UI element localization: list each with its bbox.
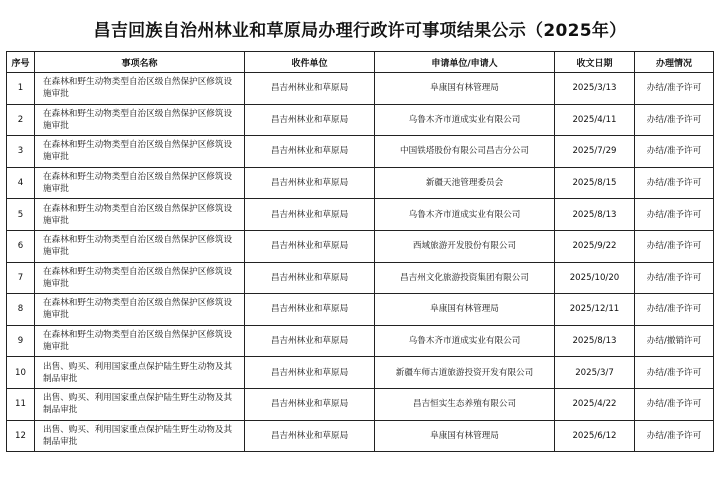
item-name: 在森林和野生动物类型自治区级自然保护区修筑设施审批 (35, 136, 245, 168)
results-table (6, 51, 714, 452)
receiver-unit: 昌吉州林业和草原局 (245, 262, 375, 294)
col-header-item: 事项名称 (35, 52, 245, 73)
item-name: 在森林和野生动物类型自治区级自然保护区修筑设施审批 (35, 294, 245, 326)
handling-status: 办结/准予许可 (635, 230, 714, 262)
receiver-unit: 昌吉州林业和草原局 (245, 357, 375, 389)
col-header-date: 收文日期 (555, 52, 635, 73)
table-row (7, 167, 714, 199)
table-row (7, 104, 714, 136)
table-row (7, 357, 714, 389)
row-number: 8 (7, 294, 35, 326)
applicant-name: 新疆车师古道旅游投资开发有限公司 (375, 357, 555, 389)
table-row (7, 388, 714, 420)
row-number: 12 (7, 420, 35, 452)
item-name: 在森林和野生动物类型自治区级自然保护区修筑设施审批 (35, 325, 245, 357)
applicant-name: 西域旅游开发股份有限公司 (375, 230, 555, 262)
row-number: 3 (7, 136, 35, 168)
handling-status: 办结/准予许可 (635, 199, 714, 231)
row-number: 6 (7, 230, 35, 262)
receive-date: 2025/3/13 (555, 73, 635, 105)
item-name: 出售、购买、利用国家重点保护陆生野生动物及其制品审批 (35, 420, 245, 452)
receiver-unit: 昌吉州林业和草原局 (245, 294, 375, 326)
header-row (7, 52, 714, 73)
item-name: 出售、购买、利用国家重点保护陆生野生动物及其制品审批 (35, 388, 245, 420)
col-header-status: 办理情况 (635, 52, 714, 73)
row-number: 2 (7, 104, 35, 136)
applicant-name: 乌鲁木齐市道成实业有限公司 (375, 325, 555, 357)
handling-status: 办结/准予许可 (635, 262, 714, 294)
receiver-unit: 昌吉州林业和草原局 (245, 325, 375, 357)
item-name: 出售、购买、利用国家重点保护陆生野生动物及其制品审批 (35, 357, 245, 389)
handling-status: 办结/准予许可 (635, 294, 714, 326)
receive-date: 2025/4/22 (555, 388, 635, 420)
table-row (7, 199, 714, 231)
table-row (7, 325, 714, 357)
receive-date: 2025/8/13 (555, 199, 635, 231)
row-number: 9 (7, 325, 35, 357)
receive-date: 2025/3/7 (555, 357, 635, 389)
handling-status: 办结/准予许可 (635, 357, 714, 389)
table-row (7, 73, 714, 105)
handling-status: 办结/准予许可 (635, 104, 714, 136)
handling-status: 办结/准予许可 (635, 388, 714, 420)
receiver-unit: 昌吉州林业和草原局 (245, 388, 375, 420)
row-number: 11 (7, 388, 35, 420)
applicant-name: 中国铁塔股份有限公司昌吉分公司 (375, 136, 555, 168)
receive-date: 2025/6/12 (555, 420, 635, 452)
row-number: 10 (7, 357, 35, 389)
applicant-name: 阜康国有林管理局 (375, 294, 555, 326)
applicant-name: 新疆天池管理委员会 (375, 167, 555, 199)
table-row (7, 136, 714, 168)
item-name: 在森林和野生动物类型自治区级自然保护区修筑设施审批 (35, 104, 245, 136)
receive-date: 2025/4/11 (555, 104, 635, 136)
receive-date: 2025/9/22 (555, 230, 635, 262)
item-name: 在森林和野生动物类型自治区级自然保护区修筑设施审批 (35, 167, 245, 199)
item-name: 在森林和野生动物类型自治区级自然保护区修筑设施审批 (35, 262, 245, 294)
handling-status: 办结/准予许可 (635, 167, 714, 199)
applicant-name: 昌吉州文化旅游投资集团有限公司 (375, 262, 555, 294)
handling-status: 办结/准予许可 (635, 73, 714, 105)
table-row (7, 262, 714, 294)
receiver-unit: 昌吉州林业和草原局 (245, 230, 375, 262)
col-header-no: 序号 (7, 52, 35, 73)
receive-date: 2025/12/11 (555, 294, 635, 326)
receiver-unit: 昌吉州林业和草原局 (245, 104, 375, 136)
table-row (7, 230, 714, 262)
applicant-name: 阜康国有林管理局 (375, 73, 555, 105)
table-row (7, 294, 714, 326)
row-number: 4 (7, 167, 35, 199)
receiver-unit: 昌吉州林业和草原局 (245, 136, 375, 168)
applicant-name: 昌吉恒实生态养殖有限公司 (375, 388, 555, 420)
receive-date: 2025/8/13 (555, 325, 635, 357)
receiver-unit: 昌吉州林业和草原局 (245, 199, 375, 231)
receiver-unit: 昌吉州林业和草原局 (245, 73, 375, 105)
handling-status: 办结/撤销许可 (635, 325, 714, 357)
row-number: 5 (7, 199, 35, 231)
handling-status: 办结/准予许可 (635, 136, 714, 168)
page-title: 昌吉回族自治州林业和草原局办理行政许可事项结果公示（2025年） (93, 21, 627, 41)
applicant-name: 乌鲁木齐市道成实业有限公司 (375, 104, 555, 136)
handling-status: 办结/准予许可 (635, 420, 714, 452)
item-name: 在森林和野生动物类型自治区级自然保护区修筑设施审批 (35, 73, 245, 105)
receive-date: 2025/8/15 (555, 167, 635, 199)
table-row (7, 420, 714, 452)
receiver-unit: 昌吉州林业和草原局 (245, 420, 375, 452)
row-number: 1 (7, 73, 35, 105)
item-name: 在森林和野生动物类型自治区级自然保护区修筑设施审批 (35, 230, 245, 262)
receive-date: 2025/10/20 (555, 262, 635, 294)
receiver-unit: 昌吉州林业和草原局 (245, 167, 375, 199)
item-name: 在森林和野生动物类型自治区级自然保护区修筑设施审批 (35, 199, 245, 231)
col-header-applicant: 申请单位/申请人 (375, 52, 555, 73)
receive-date: 2025/7/29 (555, 136, 635, 168)
row-number: 7 (7, 262, 35, 294)
applicant-name: 阜康国有林管理局 (375, 420, 555, 452)
applicant-name: 乌鲁木齐市道成实业有限公司 (375, 199, 555, 231)
col-header-receiver: 收件单位 (245, 52, 375, 73)
